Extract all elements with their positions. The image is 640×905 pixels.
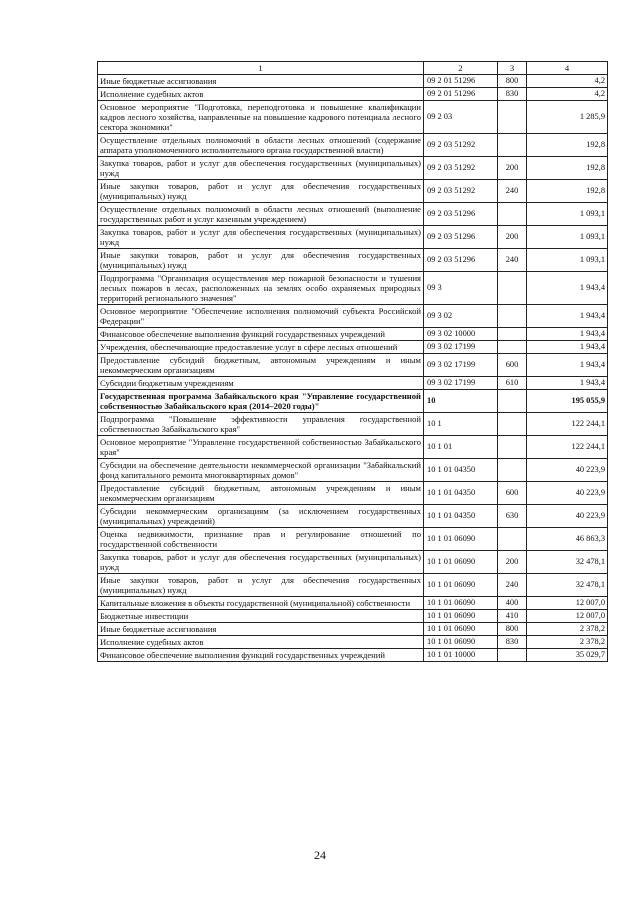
row-amount: 40 223,9 bbox=[527, 482, 608, 505]
row-target-code: 09 3 02 17199 bbox=[424, 341, 498, 354]
row-expense-type bbox=[498, 436, 527, 459]
row-name: Иные закупки товаров, работ и услуг для обеспечения государственных (муниципальных) нужд bbox=[98, 249, 424, 272]
row-name: Капитальные вложения в объекты государственной (муниципальной) собственности bbox=[98, 597, 424, 610]
row-expense-type: 630 bbox=[498, 505, 527, 528]
row-amount: 12 007,0 bbox=[527, 610, 608, 623]
row-name: Иные бюджетные ассигнования bbox=[98, 623, 424, 636]
row-name: Субсидии бюджетным учреждениям bbox=[98, 377, 424, 390]
row-expense-type: 200 bbox=[498, 157, 527, 180]
row-expense-type: 400 bbox=[498, 597, 527, 610]
row-amount: 192,8 bbox=[527, 180, 608, 203]
row-name: Бюджетные инвестиции bbox=[98, 610, 424, 623]
row-expense-type bbox=[498, 203, 527, 226]
row-name: Субсидии некоммерческим организациям (за исключением государственных (муниципальных) учреждений) bbox=[98, 505, 424, 528]
row-name: Исполнение судебных актов bbox=[98, 88, 424, 101]
row-amount: 1 093,1 bbox=[527, 249, 608, 272]
row-target-code: 10 1 01 06090 bbox=[424, 597, 498, 610]
row-name: Предоставление субсидий бюджетным, автономным учреждениям и иным некоммерческим организациям bbox=[98, 482, 424, 505]
column-number-code: 2 bbox=[424, 62, 498, 75]
row-target-code: 10 1 bbox=[424, 413, 498, 436]
row-name: Финансовое обеспечение выполнения функций государственных учреждений bbox=[98, 328, 424, 341]
row-expense-type: 240 bbox=[498, 180, 527, 203]
row-name: Закупка товаров, работ и услуг для обеспечения государственных (муниципальных) нужд bbox=[98, 551, 424, 574]
table-row bbox=[98, 341, 608, 354]
row-target-code: 09 2 03 51292 bbox=[424, 157, 498, 180]
table-row bbox=[98, 390, 608, 413]
row-expense-type: 410 bbox=[498, 610, 527, 623]
row-expense-type bbox=[498, 649, 527, 662]
row-target-code: 09 2 01 51296 bbox=[424, 75, 498, 88]
row-name: Основное мероприятие "Подготовка, переподготовка и повышение квалификации кадров лесного хозяйства, направленные на повышение кадрового потенциала лесного сектора экономики" bbox=[98, 101, 424, 134]
row-target-code: 09 2 03 51296 bbox=[424, 226, 498, 249]
row-amount: 40 223,9 bbox=[527, 459, 608, 482]
row-target-code: 09 2 03 51292 bbox=[424, 134, 498, 157]
row-expense-type: 240 bbox=[498, 249, 527, 272]
row-amount: 1 093,1 bbox=[527, 203, 608, 226]
row-amount: 1 943,4 bbox=[527, 328, 608, 341]
table-row bbox=[98, 413, 608, 436]
table-row bbox=[98, 636, 608, 649]
row-name: Осуществление отдельных полномочий в области лесных отношений (выполнение государственных работ и услуг казенным учреждением) bbox=[98, 203, 424, 226]
row-expense-type bbox=[498, 390, 527, 413]
table-row bbox=[98, 180, 608, 203]
row-expense-type bbox=[498, 134, 527, 157]
row-name: Государственная программа Забайкальского края "Управление государственной собственностью Забайкальского края (2014–2020 годы)" bbox=[98, 390, 424, 413]
row-expense-type: 200 bbox=[498, 226, 527, 249]
row-amount: 4,2 bbox=[527, 75, 608, 88]
table-row bbox=[98, 328, 608, 341]
table-row bbox=[98, 436, 608, 459]
table-row bbox=[98, 272, 608, 305]
table-row bbox=[98, 101, 608, 134]
budget-table bbox=[97, 61, 608, 662]
row-name: Основное мероприятие "Обеспечение исполнения полномочий субъекта Российской Федерации" bbox=[98, 305, 424, 328]
row-expense-type: 240 bbox=[498, 574, 527, 597]
row-expense-type: 800 bbox=[498, 623, 527, 636]
page-number: 24 bbox=[314, 848, 326, 862]
table-row bbox=[98, 249, 608, 272]
row-expense-type: 200 bbox=[498, 551, 527, 574]
row-expense-type bbox=[498, 328, 527, 341]
row-expense-type: 610 bbox=[498, 377, 527, 390]
table-row bbox=[98, 354, 608, 377]
row-amount: 1 943,4 bbox=[527, 272, 608, 305]
row-target-code: 10 1 01 04350 bbox=[424, 482, 498, 505]
row-expense-type bbox=[498, 528, 527, 551]
row-name: Подпрограмма "Повышение эффективности управления государственной собственностью Забайкальского края" bbox=[98, 413, 424, 436]
column-number-row bbox=[98, 62, 608, 75]
row-target-code: 10 1 01 bbox=[424, 436, 498, 459]
row-target-code: 10 1 01 06090 bbox=[424, 551, 498, 574]
row-expense-type bbox=[498, 101, 527, 134]
row-expense-type bbox=[498, 272, 527, 305]
row-amount: 32 478,1 bbox=[527, 574, 608, 597]
row-target-code: 10 bbox=[424, 390, 498, 413]
row-amount: 35 029,7 bbox=[527, 649, 608, 662]
row-name: Подпрограмма "Организация осуществления мер пожарной безопасности и тушения лесных пожаров в лесах, расположенных на землях особо охраняемых природных территорий регионального значения" bbox=[98, 272, 424, 305]
row-expense-type bbox=[498, 341, 527, 354]
row-name: Иные закупки товаров, работ и услуг для обеспечения государственных (муниципальных) нужд bbox=[98, 574, 424, 597]
row-target-code: 09 2 03 51296 bbox=[424, 249, 498, 272]
table-row bbox=[98, 649, 608, 662]
row-expense-type: 830 bbox=[498, 636, 527, 649]
table-row bbox=[98, 610, 608, 623]
row-name: Закупка товаров, работ и услуг для обеспечения государственных (муниципальных) нужд bbox=[98, 226, 424, 249]
row-name: Оценка недвижимости, признание прав и регулирование отношений по государственной собственности bbox=[98, 528, 424, 551]
row-name: Иные закупки товаров, работ и услуг для обеспечения государственных (муниципальных) нужд bbox=[98, 180, 424, 203]
row-target-code: 09 3 02 17199 bbox=[424, 377, 498, 390]
row-amount: 2 378,2 bbox=[527, 623, 608, 636]
row-name: Иные бюджетные ассигнования bbox=[98, 75, 424, 88]
row-expense-type bbox=[498, 459, 527, 482]
row-target-code: 09 3 bbox=[424, 272, 498, 305]
row-amount: 122 244,1 bbox=[527, 413, 608, 436]
row-name: Предоставление субсидий бюджетным, автономным учреждениям и иным некоммерческим организациям bbox=[98, 354, 424, 377]
row-amount: 1 943,4 bbox=[527, 341, 608, 354]
row-target-code: 10 1 01 04350 bbox=[424, 505, 498, 528]
row-target-code: 09 3 02 10000 bbox=[424, 328, 498, 341]
table-row bbox=[98, 377, 608, 390]
row-name: Закупка товаров, работ и услуг для обеспечения государственных (муниципальных) нужд bbox=[98, 157, 424, 180]
row-expense-type: 800 bbox=[498, 75, 527, 88]
column-number-vr: 3 bbox=[498, 62, 527, 75]
table-row bbox=[98, 459, 608, 482]
row-name: Исполнение судебных актов bbox=[98, 636, 424, 649]
row-name: Субсидии на обеспечение деятельности некоммерческой организации "Забайкальский фонд капитального ремонта многоквартирных домов" bbox=[98, 459, 424, 482]
row-amount: 1 943,4 bbox=[527, 354, 608, 377]
column-number-name: 1 bbox=[98, 62, 424, 75]
table-row bbox=[98, 157, 608, 180]
row-target-code: 10 1 01 06090 bbox=[424, 574, 498, 597]
table-row bbox=[98, 88, 608, 101]
table-row bbox=[98, 574, 608, 597]
table-row bbox=[98, 75, 608, 88]
row-amount: 12 007,0 bbox=[527, 597, 608, 610]
row-name: Осуществление отдельных полномочий в области лесных отношений (содержание аппарата уполномоченного исполнительного органа государственной власти) bbox=[98, 134, 424, 157]
row-target-code: 10 1 01 10000 bbox=[424, 649, 498, 662]
row-expense-type bbox=[498, 305, 527, 328]
row-target-code: 09 2 03 bbox=[424, 101, 498, 134]
row-target-code: 09 3 02 bbox=[424, 305, 498, 328]
row-target-code: 09 3 02 17199 bbox=[424, 354, 498, 377]
row-amount: 1 285,9 bbox=[527, 101, 608, 134]
row-name: Учреждения, обеспечивающие предоставление услуг в сфере лесных отношений bbox=[98, 341, 424, 354]
row-amount: 1 093,1 bbox=[527, 226, 608, 249]
table-row bbox=[98, 482, 608, 505]
row-amount: 46 863,3 bbox=[527, 528, 608, 551]
table-row bbox=[98, 623, 608, 636]
row-amount: 4,2 bbox=[527, 88, 608, 101]
row-amount: 192,8 bbox=[527, 134, 608, 157]
row-amount: 1 943,4 bbox=[527, 377, 608, 390]
column-number-amount: 4 bbox=[527, 62, 608, 75]
row-target-code: 10 1 01 06090 bbox=[424, 623, 498, 636]
row-name: Основное мероприятие "Управление государственной собственностью Забайкальского края" bbox=[98, 436, 424, 459]
table-row bbox=[98, 528, 608, 551]
row-target-code: 10 1 01 04350 bbox=[424, 459, 498, 482]
row-amount: 1 943,4 bbox=[527, 305, 608, 328]
row-target-code: 10 1 01 06090 bbox=[424, 528, 498, 551]
row-expense-type: 600 bbox=[498, 354, 527, 377]
table-row bbox=[98, 551, 608, 574]
row-amount: 40 223,9 bbox=[527, 505, 608, 528]
row-target-code: 09 2 01 51296 bbox=[424, 88, 498, 101]
table-row bbox=[98, 505, 608, 528]
row-name: Финансовое обеспечение выполнения функций государственных учреждений bbox=[98, 649, 424, 662]
row-target-code: 09 2 03 51292 bbox=[424, 180, 498, 203]
row-expense-type: 600 bbox=[498, 482, 527, 505]
table-row bbox=[98, 305, 608, 328]
table-body bbox=[98, 75, 608, 662]
row-amount: 32 478,1 bbox=[527, 551, 608, 574]
table-row bbox=[98, 597, 608, 610]
row-amount: 192,8 bbox=[527, 157, 608, 180]
row-amount: 195 055,9 bbox=[527, 390, 608, 413]
table-row bbox=[98, 226, 608, 249]
row-amount: 2 378,2 bbox=[527, 636, 608, 649]
table-row bbox=[98, 134, 608, 157]
row-expense-type: 830 bbox=[498, 88, 527, 101]
table-row bbox=[98, 203, 608, 226]
row-target-code: 09 2 03 51296 bbox=[424, 203, 498, 226]
row-expense-type bbox=[498, 413, 527, 436]
row-amount: 122 244,1 bbox=[527, 436, 608, 459]
row-target-code: 10 1 01 06090 bbox=[424, 610, 498, 623]
row-target-code: 10 1 01 06090 bbox=[424, 636, 498, 649]
